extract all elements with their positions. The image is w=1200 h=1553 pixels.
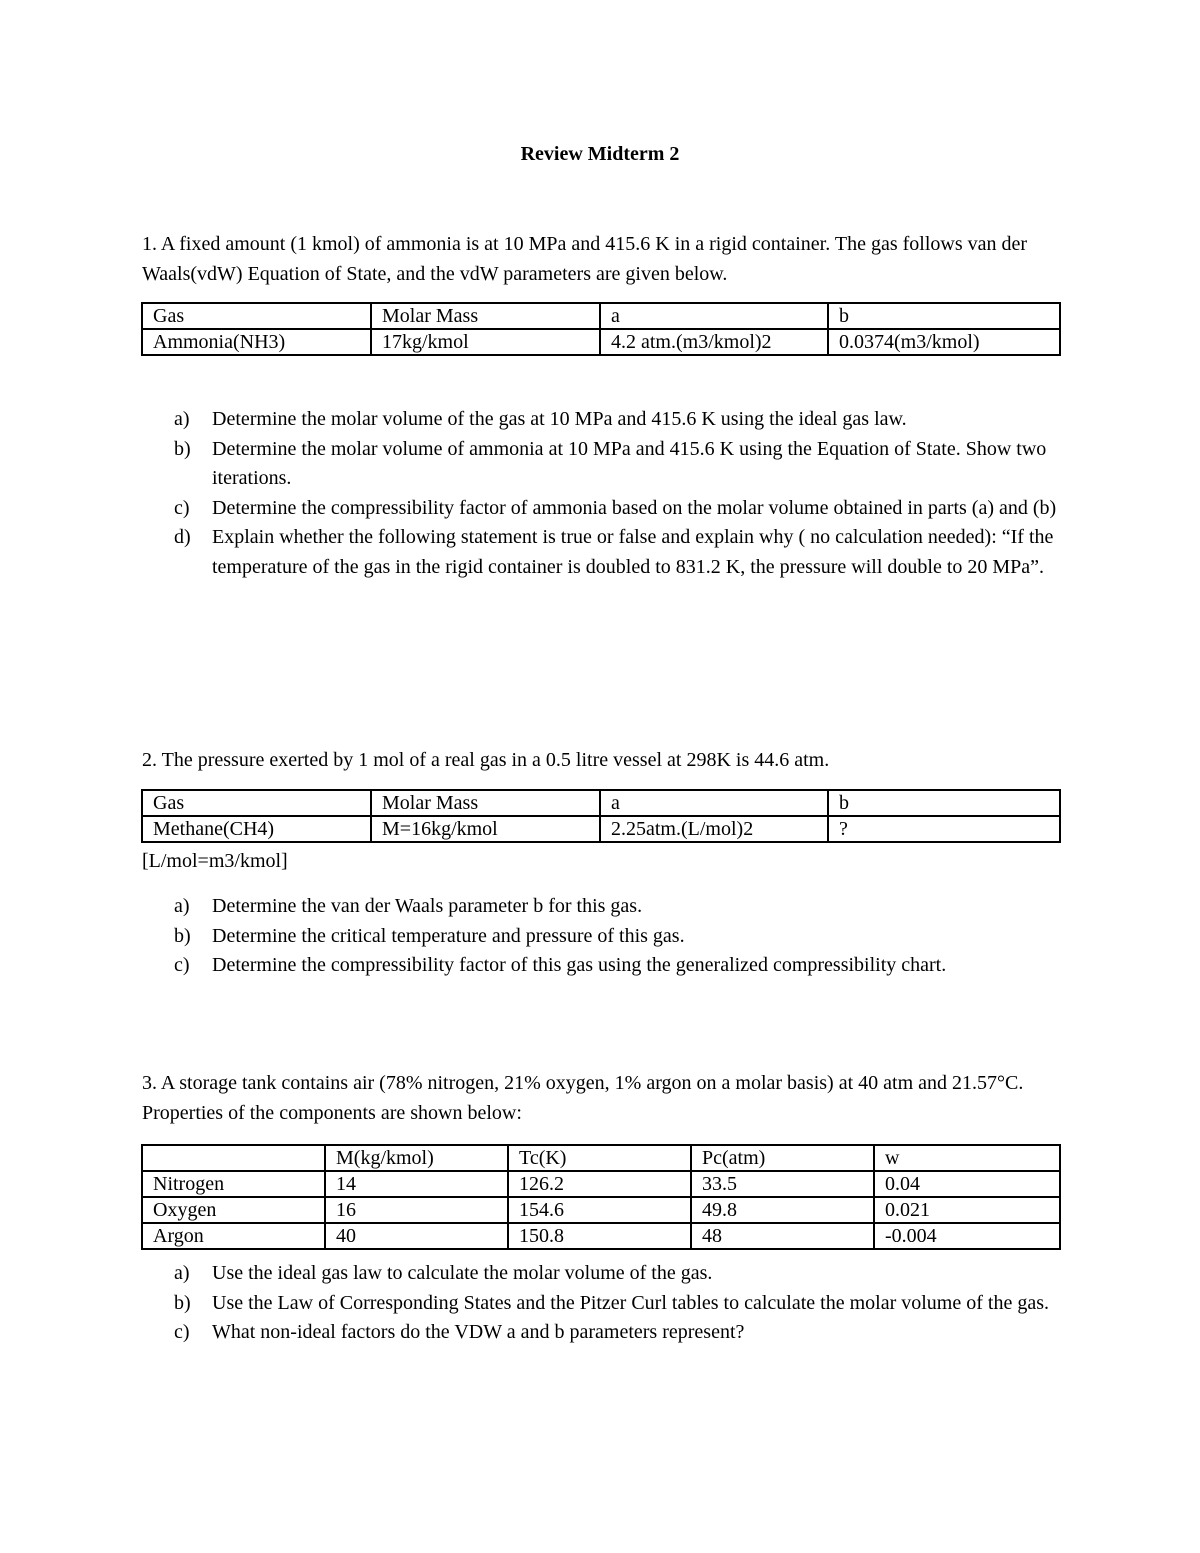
item-marker: a) [174,895,190,917]
question-3-text: 3. A storage tank contains air (78% nitrogen, 21% oxygen, 1% argon on a molar basis) at 40 atm and 21.57°C. Properties of the components are shown below: [142,1072,1024,1124]
list-item [170,1289,1060,1319]
table-cell: Oxygen [142,1197,325,1223]
item-marker: c) [174,496,190,519]
item-text: Explain whether the following statement is true or false and explain why ( no calculation needed): “If the temperature of the gas in the rigid container is doubled to 831.2 K, the pressure will double to 20 MPa”. [212,526,1054,578]
item-text: Determine the compressibility factor of this gas using the generalized compressibility chart. [212,954,947,976]
item-marker: c) [174,954,190,976]
table-row [142,816,1060,842]
table-row [142,1197,1060,1223]
table-cell: 0.021 [874,1197,1060,1223]
table-cell: 48 [691,1223,874,1249]
table-header-cell: M(kg/kmol) [325,1145,508,1171]
table-cell: Argon [142,1223,325,1249]
item-marker: a) [174,1262,190,1284]
item-text: Determine the molar volume of the gas at 10 MPa and 415.6 K using the ideal gas law. [212,408,907,430]
table-header-cell: Gas [142,303,371,329]
item-text: Determine the critical temperature and pressure of this gas. [212,924,685,947]
item-marker: b) [174,1291,191,1314]
item-text: Determine the van der Waals parameter b for this gas. [212,895,643,917]
table-cell: 49.8 [691,1197,874,1223]
table-cell: 40 [325,1223,508,1249]
table-header-row [142,1145,1060,1171]
table-row [142,329,1060,355]
list-item [170,892,1060,922]
question-2-text: 2. The pressure exerted by 1 mol of a real gas in a 0.5 litre vessel at 298K is 44.6 atm. [142,749,830,771]
table-cell: 14 [325,1171,508,1197]
item-marker: c) [174,1321,190,1343]
ammonia-parameters-table [141,302,1061,356]
item-marker: b) [174,924,191,947]
item-text: Determine the compressibility factor of ammonia based on the molar volume obtained in parts (a) and (b) [212,496,1057,519]
list-item [170,494,1060,524]
table-header-cell: Molar Mass [371,303,600,329]
question-3-parts [170,1259,1060,1348]
table-header-cell: b [828,303,1060,329]
methane-parameters-table [141,789,1061,843]
table-header-cell: b [828,790,1060,816]
table-cell: 126.2 [508,1171,691,1197]
list-item [170,1318,1060,1348]
air-components-table [141,1144,1061,1250]
table-cell: 4.2 atm.(m3/kmol)2 [600,329,828,355]
table-header-row [142,790,1060,816]
table-header-cell: Molar Mass [371,790,600,816]
question-1-parts [170,405,1060,582]
table-cell: 16 [325,1197,508,1223]
table-header-cell: a [600,303,828,329]
list-item [170,405,1060,435]
unit-note: [L/mol=m3/kmol] [142,850,288,872]
table-cell: 2.25atm.(L/mol)2 [600,816,828,842]
table-cell: Nitrogen [142,1171,325,1197]
item-marker: d) [174,526,191,548]
table-header-cell [142,1145,325,1171]
table-cell: 0.0374(m3/kmol) [828,329,1060,355]
table-cell: 17kg/kmol [371,329,600,355]
table-header-cell: Gas [142,790,371,816]
table-cell: -0.004 [874,1223,1060,1249]
table-row [142,1171,1060,1197]
table-cell: ? [828,816,1060,842]
table-header-cell: w [874,1145,1060,1171]
table-header-cell: a [600,790,828,816]
item-text: Use the ideal gas law to calculate the molar volume of the gas. [212,1262,713,1284]
table-header-cell: Pc(atm) [691,1145,874,1171]
table-cell: 150.8 [508,1223,691,1249]
item-text: Use the Law of Corresponding States and the Pitzer Curl tables to calculate the molar volume of the gas. [212,1291,1049,1314]
list-item [170,951,1060,981]
table-cell: Ammonia(NH3) [142,329,371,355]
item-text: What non-ideal factors do the VDW a and b parameters represent? [212,1321,745,1343]
table-row [142,1223,1060,1249]
item-marker: b) [174,437,191,460]
table-cell: 33.5 [691,1171,874,1197]
item-marker: a) [174,408,190,430]
list-item [170,1259,1060,1289]
table-cell: 0.04 [874,1171,1060,1197]
item-text: Determine the molar volume of ammonia at 10 MPa and 415.6 K using the Equation of State. Show two iterations. [212,437,1047,489]
table-header-cell: Tc(K) [508,1145,691,1171]
list-item [170,922,1060,952]
page-title: Review Midterm 2 [520,143,680,165]
question-1-text: 1. A fixed amount (1 kmol) of ammonia is at 10 MPa and 415.6 K in a rigid container. The gas follows van der Waals(vdW) Equation of State, and the vdW parameters are given below. [142,233,1028,285]
table-header-row [142,303,1060,329]
list-item [170,523,1060,582]
question-2-parts [170,892,1060,981]
table-cell: M=16kg/kmol [371,816,600,842]
list-item [170,435,1060,494]
table-cell: 154.6 [508,1197,691,1223]
table-cell: Methane(CH4) [142,816,371,842]
